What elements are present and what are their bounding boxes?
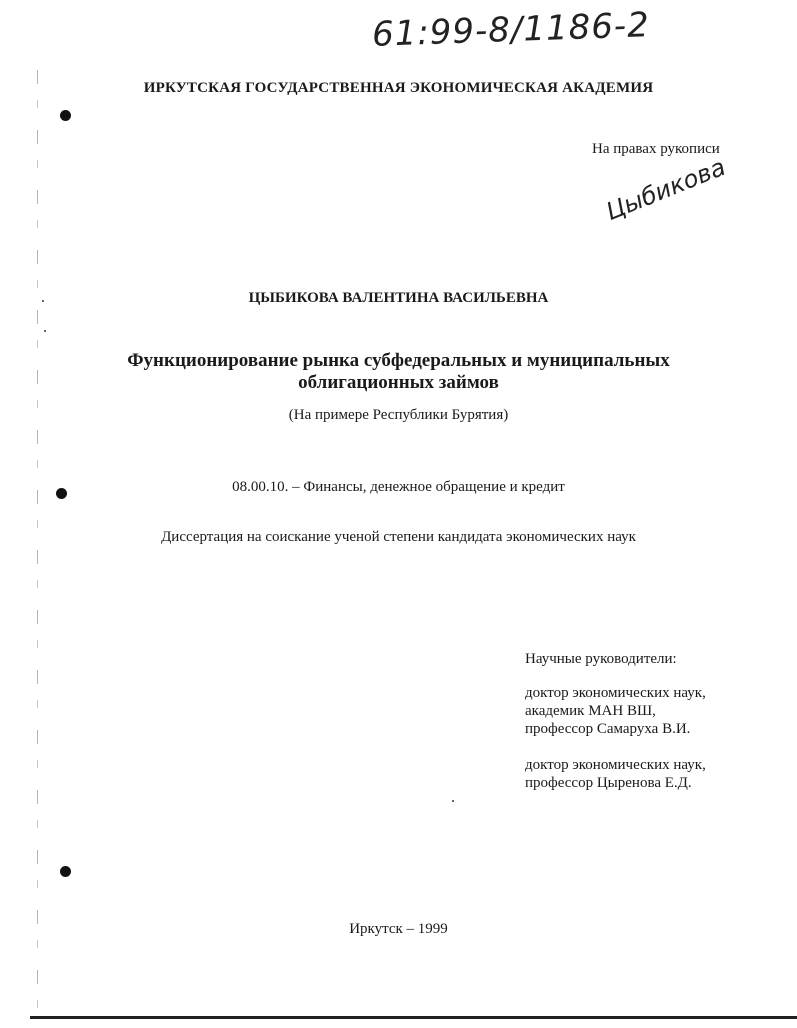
supervisors-block [525,650,706,792]
supervisor-2-name: профессор Цыренова Е.Д. [525,775,692,791]
dissertation-subtitle: (На примере Республики Бурятия) [288,407,509,423]
scan-speck [452,800,454,802]
author-signature: Цыбикова [602,152,730,226]
supervisor-1-degree: доктор экономических наук, [525,685,706,701]
supervisor-1-title: академик МАН ВШ, [525,703,656,719]
author-name: ЦЫБИКОВА ВАЛЕНТИНА ВАСИЛЬЕВНА [248,290,549,306]
institution-name: ИРКУТСКАЯ ГОСУДАРСТВЕННАЯ ЭКОНОМИЧЕСКАЯ АКАДЕМИЯ [143,80,654,96]
title-line-2: облигационных займов [298,372,499,393]
specialty-code: 08.00.10. – Финансы, денежное обращение и кредит [232,479,565,495]
handwritten-archive-number: 61:99-8/1186-2 [371,5,651,55]
supervisor-1-name: профессор Самаруха В.И. [525,721,691,737]
manuscript-rights-note: На правах рукописи [592,141,720,157]
degree-statement: Диссертация на соискание ученой степени кандидата экономических наук [161,529,636,545]
dissertation-title [0,350,797,394]
binding-hole-mark [60,110,71,121]
supervisors-heading: Научные руководители: [525,651,677,667]
binding-hole-mark [60,866,71,877]
place-and-year: Иркутск – 1999 [349,921,448,937]
title-line-1: Функционирование рынка субфедеральных и муниципальных [127,350,670,371]
scan-speck [44,330,46,332]
supervisor-2-degree: доктор экономических наук, [525,757,706,773]
scan-bottom-border [30,1016,797,1019]
